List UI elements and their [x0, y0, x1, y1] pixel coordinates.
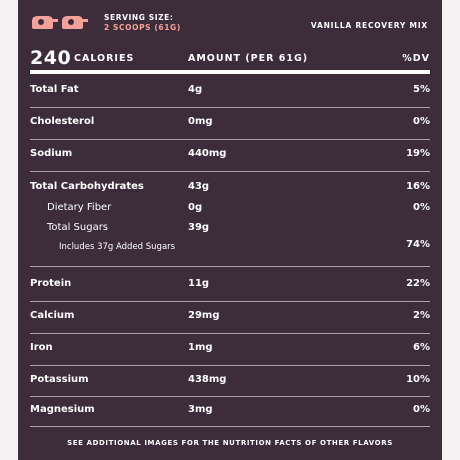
- serving-size-label: SERVING SIZE:: [104, 13, 174, 22]
- nutrient-amount: 43g: [188, 181, 210, 192]
- nutrient-row: [30, 148, 430, 164]
- nutrient-name: Iron: [30, 342, 53, 353]
- nutrient-dv: 19%: [406, 148, 430, 159]
- nutrition-panel: [18, 0, 442, 460]
- dv-header: %DV: [402, 53, 430, 64]
- nutrient-amount: 11g: [188, 278, 210, 289]
- nutrient-dv: 0%: [413, 202, 430, 213]
- nutrient-sub-row: [30, 239, 430, 255]
- panel-header: [18, 0, 442, 38]
- nutrient-dv: 5%: [413, 84, 430, 95]
- nutrient-name: Total Sugars: [47, 222, 109, 233]
- calories-label: CALORIES: [74, 53, 135, 64]
- nutrient-amount: 3mg: [188, 404, 213, 415]
- nutrient-name: Total Fat: [30, 84, 79, 95]
- nutrient-dv: 74%: [406, 239, 430, 250]
- nutrient-amount: 39g: [188, 222, 210, 233]
- row-divider: [30, 365, 430, 366]
- scoop-icon: [30, 13, 90, 31]
- product-name: VANILLA RECOVERY MIX: [310, 21, 428, 30]
- nutrient-row: [30, 374, 430, 390]
- calories-row: [30, 42, 430, 68]
- nutrient-amount: 0mg: [188, 116, 213, 127]
- nutrient-name: Dietary Fiber: [47, 202, 112, 213]
- row-divider: [30, 107, 430, 108]
- nutrient-dv: 2%: [413, 310, 430, 321]
- nutrient-amount: 438mg: [188, 374, 227, 385]
- nutrient-name: Sodium: [30, 148, 73, 159]
- nutrient-row: [30, 404, 430, 420]
- row-divider: [30, 301, 430, 302]
- nutrient-dv: 6%: [413, 342, 430, 353]
- nutrient-row: [30, 84, 430, 100]
- row-divider: [30, 426, 430, 427]
- nutrient-amount: 1mg: [188, 342, 213, 353]
- nutrient-row: [30, 181, 430, 197]
- nutrient-name: Protein: [30, 278, 72, 289]
- row-divider: [30, 266, 430, 267]
- row-divider: [30, 139, 430, 140]
- nutrient-dv: 10%: [406, 374, 430, 385]
- nutrient-dv: 16%: [406, 181, 430, 192]
- calories-value: 240: [30, 47, 72, 69]
- serving-size-value: 2 SCOOPS (61G): [104, 23, 181, 32]
- nutrient-amount: 0g: [188, 202, 203, 213]
- nutrient-row: [30, 342, 430, 358]
- row-divider: [30, 171, 430, 172]
- footer-note: SEE ADDITIONAL IMAGES FOR THE NUTRITION FACTS OF OTHER FLAVORS: [67, 439, 393, 447]
- nutrient-name: Cholesterol: [30, 116, 95, 127]
- serving-size: [104, 13, 181, 33]
- row-divider: [30, 333, 430, 334]
- nutrient-dv: 0%: [413, 116, 430, 127]
- nutrient-name: Calcium: [30, 310, 75, 321]
- nutrient-row: [30, 116, 430, 132]
- nutrient-sub-row: [30, 222, 430, 238]
- nutrient-name: Magnesium: [30, 404, 95, 415]
- nutrient-row: [30, 278, 430, 294]
- row-divider: [30, 396, 430, 397]
- nutrient-row: [30, 310, 430, 326]
- nutrient-name: Potassium: [30, 374, 89, 385]
- header-divider: [30, 70, 430, 74]
- nutrient-dv: 22%: [406, 278, 430, 289]
- nutrient-amount: 29mg: [188, 310, 220, 321]
- nutrient-amount: 440mg: [188, 148, 227, 159]
- nutrient-name: Total Carbohydrates: [30, 181, 144, 192]
- nutrient-amount: 4g: [188, 84, 203, 95]
- nutrient-sub-row: [30, 202, 430, 218]
- nutrient-dv: 0%: [413, 404, 430, 415]
- nutrient-name: Includes 37g Added Sugars: [59, 242, 176, 252]
- amount-header: AMOUNT (PER 61G): [188, 53, 309, 64]
